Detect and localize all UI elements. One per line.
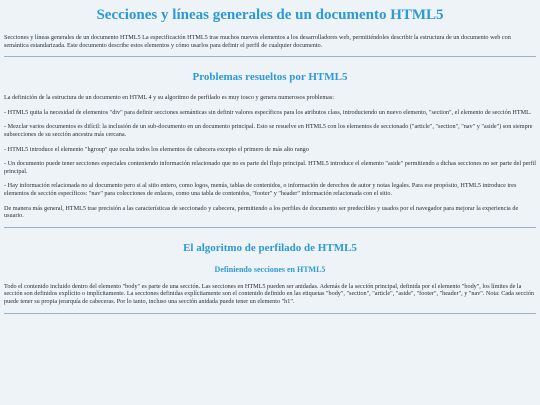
algorithm-heading: El algoritmo de perfilado de HTML5 (183, 241, 357, 254)
problems-paragraph: - Mezclar varios documentos es difícil: la inclusión de un sub-documento en un documento principal. Esto se resuelve en HTML5 con los elementos de seccionado ("article", "section", "nav" y "aside") son siempre subsecciones de su sección ancestra más cercana. (4, 123, 533, 138)
problems-paragraph: - HTML5 quita la necesidad de elementos "div" para definir secciones semánticas sin definir valores específicos para los atributos class, introduciendo un nuevo elemento, "section", el elemento de sección HTML. (4, 108, 532, 116)
bottom-spacer (4, 314, 536, 317)
problems-paragraph: - Hay información relacionada no al documento pero si al sitio entero, como logos, menús, tablas de contenidos, o información de derechos de autor y notas legales. Para ese propósito, HTML5 introduce tres elementos de sección específicos: "nav" para colecciones de enlaces, como una tabla de contenidos, "footer" y "header" información relacionada con el sitio. (4, 182, 517, 197)
section-divider (4, 56, 536, 57)
algorithm-paragraph: Todo el contenido incluido dentro del elemento "body" es parte de una sección. Las secciones en HTML5 pueden ser anidadas. Además de la sección principal, definida por el elemento "body", los límites de la sección son definidos explícito o implícitamente. La secciones definidas explícitamente son el contenido definido en las etiquetas "body", "section", "article", "aside", "footer", "header", y "nav". Nota: Cada sección puede tener su propia jerarquía de cabeceras. Por lo tanto, incluso una sección anidada puede tener un elemento "h1". (4, 282, 535, 305)
algorithm-subheading: Definiendo secciones en HTML5 (214, 264, 326, 274)
intro-paragraph: Secciones y líneas generales de un documento HTML5 La especificación HTML5 trae muchos nuevos elementos a los desarrolladores web, permitiéndoles describir la estructura de un documento web con semántica estandarizada. Este documento describe estos elementos y cómo usarlos para definir el perfil de cualquier documento. (4, 34, 511, 49)
problems-paragraph: - Un documento puede tener secciones especiales conteniendo información relacionado que no es parte del flujo principal. HTML5 introduce el elemento "aside" permitiendo a dichas secciones no ser parte del perfil principal. (4, 160, 536, 175)
problems-heading: Problemas resueltos por HTML5 (192, 71, 348, 84)
problems-paragraph: De manera más general, HTML5 trae precisión a las características de seccionado y cabecera, permitiendo a los perfiles de documento ser predecibles y usados por el navegador para mejorar la experiencia de usuario. (4, 204, 519, 220)
section-divider (4, 227, 536, 228)
page-title: Secciones y líneas generales de un documento HTML5 (96, 7, 444, 23)
problems-paragraph: - HTML5 introduce el elemento "hgroup" que oculta todos los elementos de cabecera excepto el primero de más alto rango (4, 145, 309, 153)
problems-paragraph: La definición de la estructura de un documento en HTML 4 y su algoritmo de perfilado es muy tosco y genera numerosos problemas: (4, 94, 335, 102)
